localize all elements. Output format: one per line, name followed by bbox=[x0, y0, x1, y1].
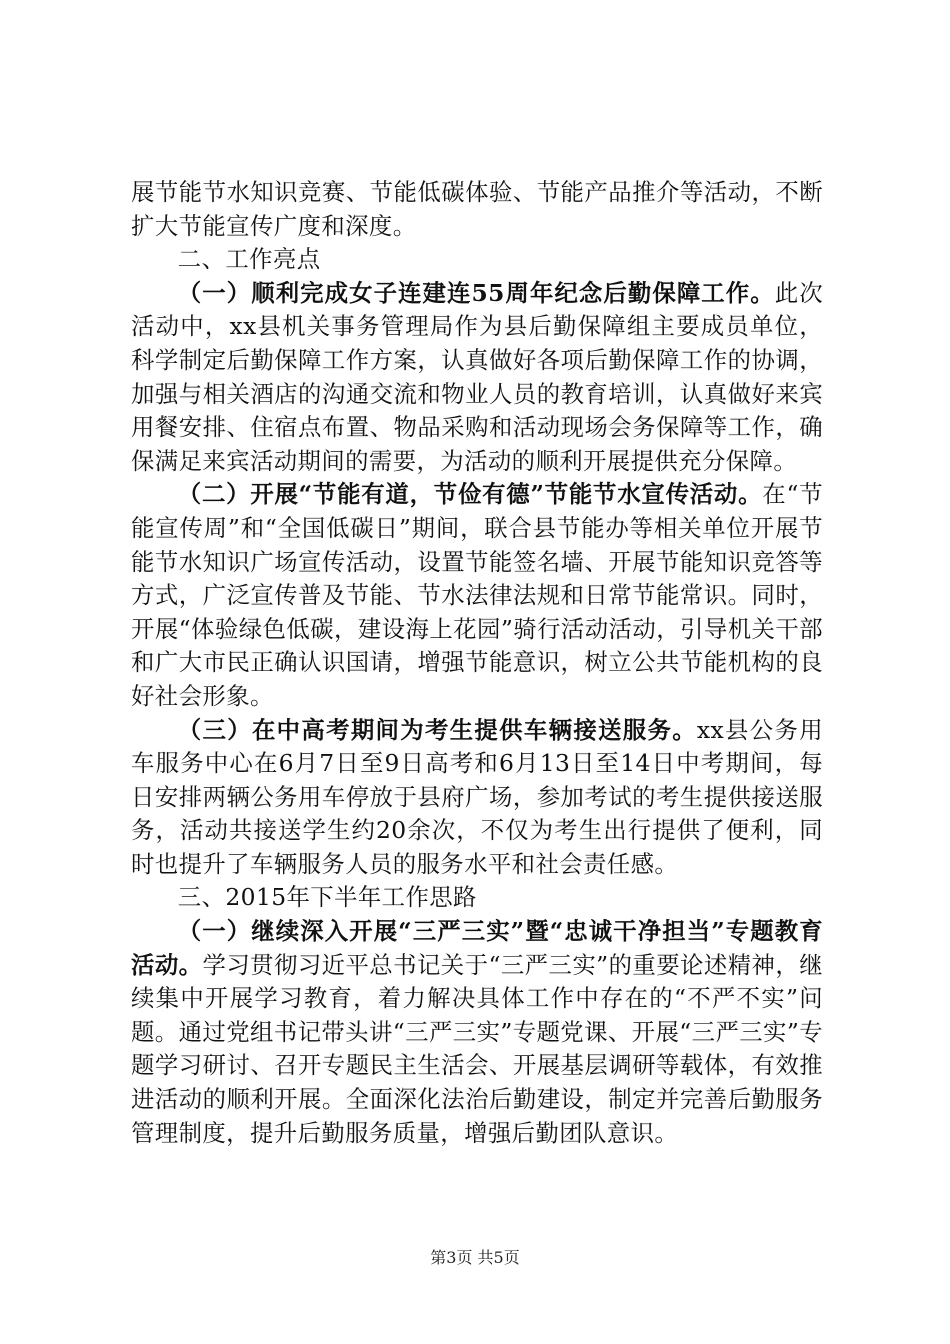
paragraph-highlight-1 bbox=[131, 277, 823, 479]
page-number: 第3页 共5页 bbox=[430, 1248, 520, 1267]
paragraph-plan-1 bbox=[131, 915, 823, 1150]
document-body bbox=[131, 176, 823, 1150]
paragraph-text: 在“节能宣传周”和“全国低碳日”期间，联合县节能办等相关单位开展节能节水知识广场宣传活动，设置节能签名墙、开展节能知识竞答等方式，广泛宣传普及节能、节水法律法规和日常节能常识。同时，开展“体验绿色低碳，建设海上花园”骑行活动活动，引导机关干部和广大市民正确认识国请，增强节能意识，树立公共节能机构的良好社会形象。 bbox=[131, 480, 823, 710]
paragraph-highlight-2 bbox=[131, 478, 823, 713]
paragraph-text: xx县公务用车服务中心在6月7日至9日高考和6月13日至14日中考期间，每日安排两辆公务用车停放于县府广场，参加考试的考生提供接送服务，活动共接送学生约20余次，不仅为考生出行提供了便利，同时也提升了车辆服务人员的服务水平和社会责任感。 bbox=[131, 715, 823, 878]
paragraph-text: 学习贯彻习近平总书记关于“三严三实”的重要论述精神，继续集中开展学习教育，着力解决具体工作中存在的“不严不实”问题。通过党组书记带头讲“三严三实”专题党课、开展“三严三实”专题学习研讨、召开专题民主生活会、开展基层调研等载体，有效推进活动的顺利开展。全面深化法治后勤建设，制定并完善后勤服务管理制度，提升后勤服务质量，增强后勤团队意识。 bbox=[131, 950, 824, 1147]
paragraph-highlight-3 bbox=[131, 714, 823, 882]
paragraph-heading: （一）继续深入开展“三严三实”暨“忠诚干净担当”专题教育活动。 bbox=[131, 917, 823, 979]
paragraph-heading: （一）顺利完成女子连建连55周年纪念后勤保障工作。 bbox=[177, 278, 775, 307]
section-heading-work-highlights bbox=[131, 243, 823, 277]
section-heading-text: 三、2015年下半年工作思路 bbox=[177, 883, 477, 912]
paragraph-text: 展节能节水知识竞赛、节能低碳体验、节能产品推介等活动，不断扩大节能宣传广度和深度。 bbox=[131, 178, 823, 240]
section-heading-work-plan bbox=[131, 881, 823, 915]
paragraph-continuation bbox=[131, 176, 823, 243]
section-heading-text: 二、工作亮点 bbox=[177, 245, 321, 274]
paragraph-heading: （二）开展“节能有道，节俭有德”节能节水宣传活动。 bbox=[177, 480, 763, 509]
page-footer bbox=[0, 1245, 950, 1268]
paragraph-heading: （三）在中高考期间为考生提供车辆接送服务。 bbox=[177, 715, 697, 744]
paragraph-text: 此次活动中，xx县机关事务管理局作为县后勤保障组主要成员单位，科学制定后勤保障工作方案，认真做好各项后勤保障工作的协调，加强与相关酒店的沟通交流和物业人员的教育培训，认真做好来宾用餐安排、住宿点布置、物品采购和活动现场会务保障等工作，确保满足来宾活动期间的需要，为活动的顺利开展提供充分保障。 bbox=[131, 278, 823, 475]
